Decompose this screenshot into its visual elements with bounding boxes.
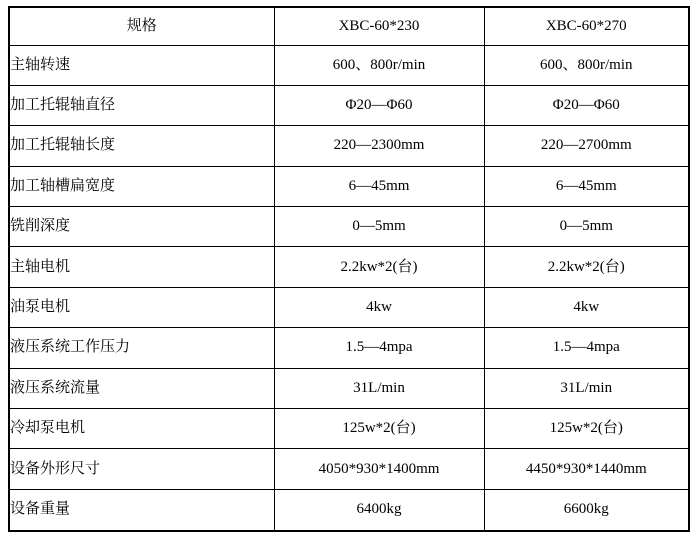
spec-value-cell: 6—45mm [274,166,484,206]
table-row [9,489,689,531]
table-row [9,45,689,85]
spec-label-cell: 主轴转速 [9,45,274,85]
spec-label-cell: 加工轴槽扁宽度 [9,166,274,206]
spec-label-cell: 加工托辊轴直径 [9,85,274,125]
spec-value-cell: 4kw [484,287,689,327]
header-model-xbc-60-270: XBC-60*270 [484,7,689,45]
table-row [9,449,689,489]
spec-label-cell: 设备外形尺寸 [9,449,274,489]
table-row [9,287,689,327]
spec-value-cell: Φ20—Φ60 [484,85,689,125]
spec-value-cell: 2.2kw*2(台) [484,247,689,287]
spec-value-cell: 1.5—4mpa [484,328,689,368]
spec-label-cell: 液压系统工作压力 [9,328,274,368]
spec-value-cell: 600、800r/min [484,45,689,85]
spec-label-cell: 主轴电机 [9,247,274,287]
spec-value-cell: 125w*2(台) [484,409,689,449]
spec-value-cell: 2.2kw*2(台) [274,247,484,287]
spec-value-cell: 6—45mm [484,166,689,206]
spec-value-cell: 6400kg [274,489,484,531]
spec-value-cell: 0—5mm [484,207,689,247]
spec-value-cell: 4050*930*1400mm [274,449,484,489]
spec-value-cell: 220—2300mm [274,126,484,166]
spec-value-cell: 4450*930*1440mm [484,449,689,489]
table-row [9,247,689,287]
spec-value-cell: 6600kg [484,489,689,531]
table-row [9,368,689,408]
spec-label-cell: 液压系统流量 [9,368,274,408]
spec-value-cell: 600、800r/min [274,45,484,85]
spec-value-cell: 31L/min [484,368,689,408]
table-row [9,207,689,247]
spec-value-cell: 220—2700mm [484,126,689,166]
table-row [9,126,689,166]
table-row [9,409,689,449]
spec-value-cell: 125w*2(台) [274,409,484,449]
table-row [9,166,689,206]
spec-table-body [9,45,689,531]
spec-label-cell: 铣削深度 [9,207,274,247]
spec-label-cell: 设备重量 [9,489,274,531]
spec-label-cell: 冷却泵电机 [9,409,274,449]
table-row [9,85,689,125]
spec-table [8,6,690,532]
table-header-row [9,7,689,45]
spec-value-cell: 31L/min [274,368,484,408]
spec-label-cell: 油泵电机 [9,287,274,327]
header-model-xbc-60-230: XBC-60*230 [274,7,484,45]
header-spec: 规格 [9,7,274,45]
spec-value-cell: 4kw [274,287,484,327]
spec-value-cell: 0—5mm [274,207,484,247]
spec-value-cell: 1.5—4mpa [274,328,484,368]
spec-label-cell: 加工托辊轴长度 [9,126,274,166]
spec-value-cell: Φ20—Φ60 [274,85,484,125]
table-row [9,328,689,368]
